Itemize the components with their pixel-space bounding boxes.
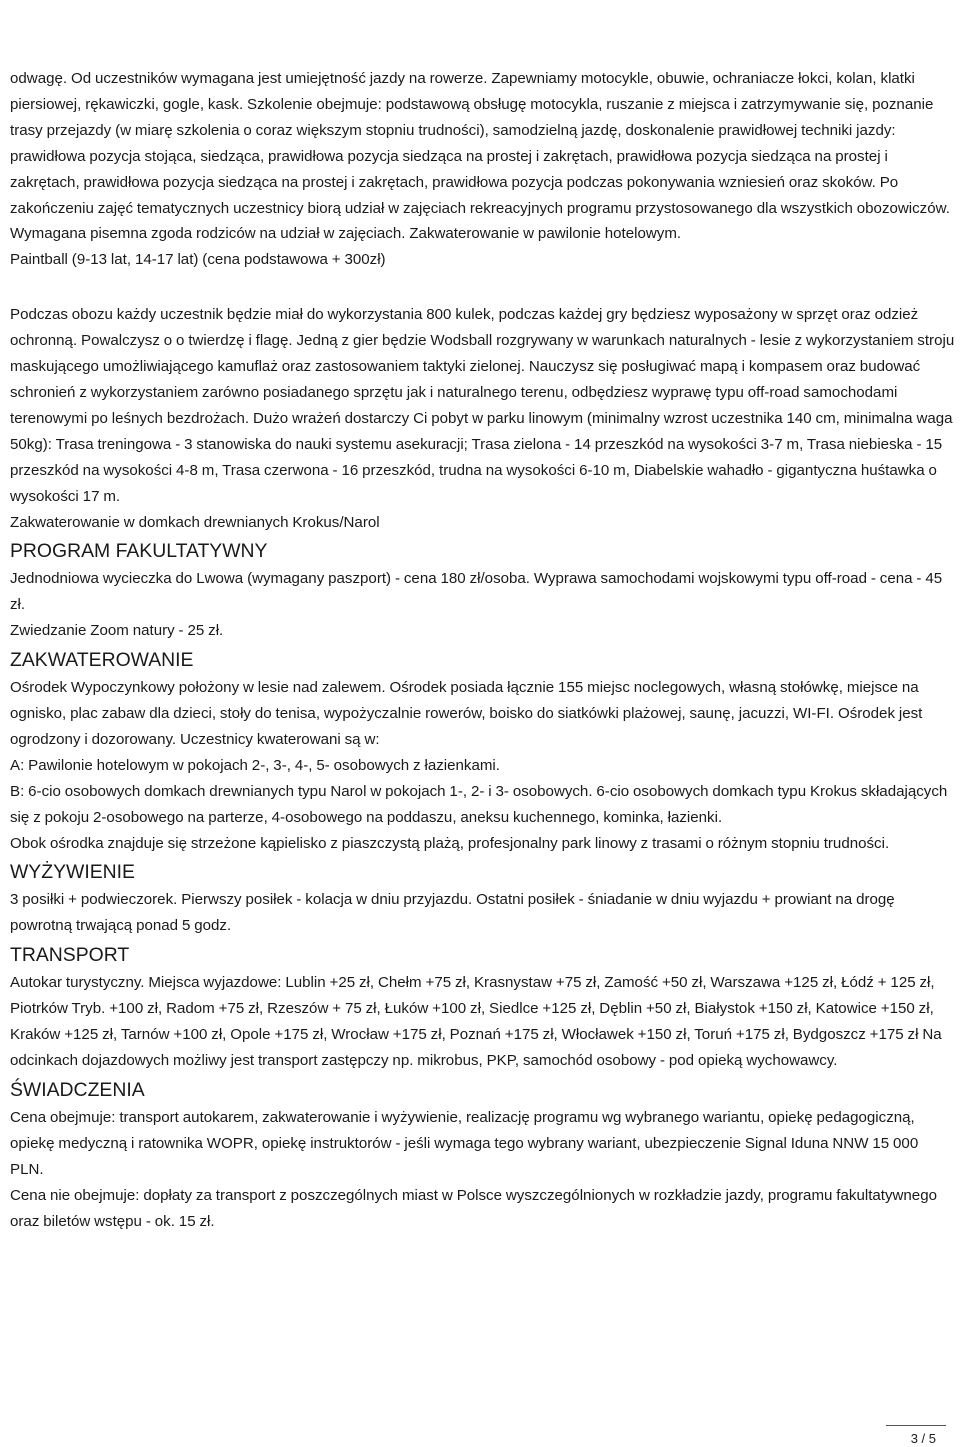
program-fakultatywny-zoo: Zwiedzanie Zoom natury - 25 zł. — [10, 622, 224, 640]
page-number: 3 / 5 — [910, 1431, 936, 1446]
heading-transport: TRANSPORT — [10, 944, 130, 967]
swiadczenia-included: Cena obejmuje: transport autokarem, zakwaterowanie i wyżywienie, realizację programu wg wybranego wariantu, opiekę pedagogiczną, opiekę medyczną i ratownika WOPR, opiekę instruktorów - jeśli wymaga tego wybrany wariant, ubezpieczenie Signal Iduna NNW 15 000 PLN. — [10, 1108, 919, 1178]
zakwaterowanie-description: Ośrodek Wypoczynkowy położony w lesie nad zalewem. Ośrodek posiada łącznie 155 miejsc noclegowych, własną stołówkę, miejsce na ognisko, plac zabaw dla dzieci, stoły do tenisa, wypożyczalnie rowerów, boisko do siatkówki plażowej, saunę, jacuzzi, WI-FI. Ośrodek jest ogrodzony i dozorowany. Uczestnicy kwaterowani są w: — [10, 679, 923, 748]
wyzywienie-text: 3 posiłki + podwieczorek. Pierwszy posiłek - kolacja w dniu przyjazdu. Ostatni posiłek - śniadanie w dniu wyjazdu + prowiant na drogę powrotną trwającą ponad 5 godz. — [10, 891, 895, 935]
motocross-description: odwagę. Od uczestników wymagana jest umiejętność jazdy na rowerze. Zapewniamy motocykle, obuwie, ochraniacze łokci, kolan, klatki piersiowej, rękawiczki, gogle, kask. Szkolenie obejmuje: podstawową obsługę motocykla, ruszanie z miejsca i zatrzymywanie się, poznanie trasy przejazdy (w miarę szkolenia o coraz większym stopniu trudności), samodzielną jazdę, doskonalenie prawidłowej techniki jazdy: prawidłowa pozycja stojąca, siedząca, prawidłowa pozycja siedząca na prostej i zakrętach, prawidłowa pozycja siedząca na prostej i zakrętach, prawidłowa pozycja siedząca na prostej i zakrętach, prawidłowa pozycja podczas pokonywania wzniesień oraz skoków. Po zakończeniu zajęć tematycznych uczestnicy biorą udział w zajęciach rekreacyjnych programu przystosowanego dla wszystkich obozowiczów. Wymagana pisemna zgoda rodziców na udział w zajęciach. Zakwaterowanie w pawilonie hotelowym. — [10, 70, 950, 243]
heading-wyzywienie: WYŻYWIENIE — [10, 861, 135, 884]
zakwaterowanie-surroundings: Obok ośrodka znajduje się strzeżone kąpielisko z piaszczystą plażą, profesjonalny park linowy z trasami o różnym stopniu trudności. — [10, 834, 890, 852]
paintball-accommodation: Zakwaterowanie w domkach drewnianych Krokus/Narol — [10, 513, 380, 531]
program-fakultatywny-text: Jednodniowa wycieczka do Lwowa (wymagany paszport) - cena 180 zł/osoba. Wyprawa samochodami wojskowymi typu off-road - cena - 45 zł. — [10, 570, 943, 614]
swiadczenia-excluded: Cena nie obejmuje: dopłaty za transport z poszczególnych miast w Polsce wyszczególnionych w rozkładzie jazdy, programu fakultatywnego oraz biletów wstępu - ok. 15 zł. — [10, 1186, 937, 1230]
document-page — [10, 66, 955, 1234]
zakwaterowanie-option-b: B: 6-cio osobowych domkach drewnianych typu Narol w pokojach 1-, 2- i 3- osobowych. 6-cio osobowych domkach typu Krokus składających się z pokoju 2-osobowego na parterze, 4-osobowego na poddaszu, aneksu kuchennego, kominka, łazienki. — [10, 782, 948, 826]
paintball-description: Podczas obozu każdy uczestnik będzie miał do wykorzystania 800 kulek, podczas każdej gry będziesz wyposażony w sprzęt oraz odzież ochronną. Powalczysz o o twierdzę i flagę. Jedną z gier będzie Wodsball rozgrywany w warunkach naturalnych - lesie z wykorzystaniem stroju maskującego umożliwiającego kamuflaż oraz zastosowaniem taktyki zielonej. Nauczysz się posługiwać mapą i kompasem oraz budować schronień z wykorzystaniem zarówno posiadanego sprzętu jak i naturalnego terenu, odbędziesz wyprawę typu off-road samochodami terenowymi po leśnych bezdrożach. Dużo wrażeń dostarczy Ci pobyt w parku linowym (minimalny wzrost uczestnika 140 cm, minimalna waga 50kg): Trasa treningowa - 3 stanowiska do nauki systemu asekuracji; Trasa zielona - 14 przeszkód na wysokości 3-7 m, Trasa niebieska - 15 przeszkód na wysokości 4-8 m, Trasa czerwona - 16 przeszkód, trudna na wysokości 6-10 m, Diabelskie wahadło - gigantyczna huśtawka o wysokości 17 m. — [10, 306, 955, 505]
footer-divider — [886, 1425, 946, 1426]
heading-program-fakultatywny: PROGRAM FAKULTATYWNY — [10, 540, 268, 563]
paintball-title: Paintball (9-13 lat, 14-17 lat) (cena podstawowa + 300zł) — [10, 251, 386, 269]
zakwaterowanie-option-a: A: Pawilonie hotelowym w pokojach 2-, 3-, 4-, 5- osobowych z łazienkami. — [10, 756, 500, 774]
heading-zakwaterowanie: ZAKWATEROWANIE — [10, 649, 194, 672]
spacer — [10, 273, 955, 302]
heading-swiadczenia: ŚWIADCZENIA — [10, 1078, 145, 1101]
transport-text: Autokar turystyczny. Miejsca wyjazdowe: Lublin +25 zł, Chełm +75 zł, Krasnystaw +75 zł, Zamość +50 zł, Warszawa +125 zł, Łódź + 125 zł, Piotrków Tryb. +100 zł, Radom +75 zł, Rzeszów + 75 zł, Łuków +100 zł, Siedlce +125 zł, Dęblin +50 zł, Białystok +150 zł, Katowice +150 zł, Kraków +125 zł, Tarnów +100 zł, Opole +175 zł, Wrocław +175 zł, Poznań +175 zł, Włocławek +150 zł, Toruń +175 zł, Bydgoszcz +175 zł Na odcinkach dojazdowych możliwy jest transport zastępczy np. mikrobus, PKP, samochód osobowy - pod opieką wychowawcy. — [10, 974, 942, 1069]
